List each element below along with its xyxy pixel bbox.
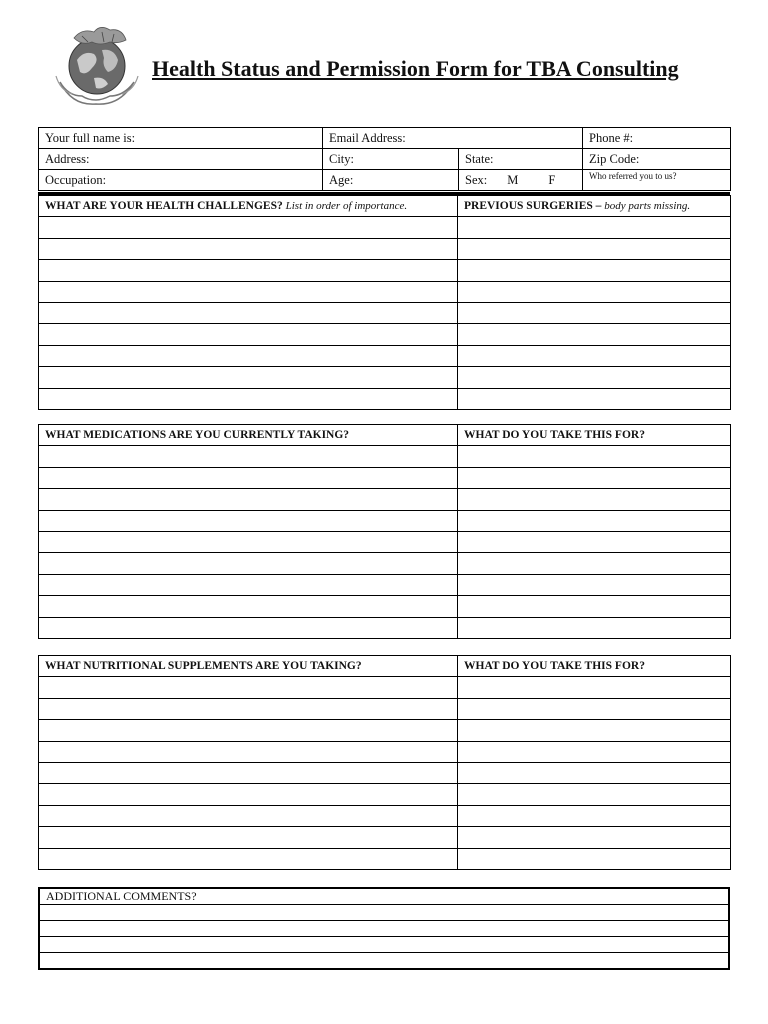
additional-comments-box (38, 887, 730, 970)
form-line[interactable] (458, 467, 731, 488)
form-line[interactable] (39, 596, 458, 617)
sex-field[interactable] (459, 170, 583, 191)
form-line[interactable] (458, 510, 731, 531)
form-line[interactable] (39, 324, 458, 345)
form-line[interactable] (458, 324, 731, 345)
form-line[interactable] (39, 367, 458, 388)
form-line[interactable] (458, 762, 731, 783)
comment-line[interactable] (40, 937, 728, 953)
form-line[interactable] (458, 489, 731, 510)
comment-line[interactable] (40, 905, 728, 921)
form-line[interactable] (39, 741, 458, 762)
previous-surgeries-heading: PREVIOUS SURGERIES – body parts missing. (458, 196, 731, 217)
form-line[interactable] (39, 531, 458, 552)
form-line[interactable] (458, 260, 731, 281)
email-field[interactable]: Email Address: (323, 128, 583, 149)
form-line[interactable] (39, 698, 458, 719)
referral-field[interactable]: Who referred you to us? (583, 170, 731, 191)
supplements-heading: WHAT NUTRITIONAL SUPPLEMENTS ARE YOU TAKING? (39, 656, 458, 677)
form-line[interactable] (39, 467, 458, 488)
form-line[interactable] (458, 741, 731, 762)
form-line[interactable] (458, 446, 731, 467)
form-line[interactable] (458, 848, 731, 869)
form-line[interactable] (39, 805, 458, 826)
form-line[interactable] (39, 762, 458, 783)
state-field[interactable]: State: (459, 149, 583, 170)
form-line[interactable] (458, 574, 731, 595)
comment-line[interactable] (40, 921, 728, 937)
form-line[interactable] (39, 345, 458, 366)
form-line[interactable] (458, 720, 731, 741)
form-line[interactable] (39, 281, 458, 302)
occupation-field[interactable]: Occupation: (39, 170, 323, 191)
health-challenges-table (38, 195, 731, 410)
form-line[interactable] (39, 848, 458, 869)
form-line[interactable] (458, 388, 731, 409)
form-line[interactable] (39, 617, 458, 638)
zip-field[interactable]: Zip Code: (583, 149, 731, 170)
form-line[interactable] (458, 345, 731, 366)
supplements-table (38, 655, 731, 870)
sex-label: Sex: (465, 172, 488, 187)
additional-comments-heading: ADDITIONAL COMMENTS? (40, 889, 728, 905)
form-line[interactable] (39, 553, 458, 574)
form-line[interactable] (39, 489, 458, 510)
form-line[interactable] (39, 574, 458, 595)
form-line[interactable] (458, 281, 731, 302)
form-line[interactable] (39, 677, 458, 698)
form-line[interactable] (458, 805, 731, 826)
sex-option-m[interactable]: M (507, 172, 519, 187)
phone-field[interactable]: Phone #: (583, 128, 731, 149)
health-challenges-heading: WHAT ARE YOUR HEALTH CHALLENGES? List in order of importance. (39, 196, 458, 217)
sex-option-f[interactable]: F (548, 172, 556, 187)
form-line[interactable] (458, 617, 731, 638)
form-line[interactable] (39, 784, 458, 805)
form-line[interactable] (458, 596, 731, 617)
comment-line[interactable] (40, 953, 728, 968)
form-line[interactable] (458, 302, 731, 323)
form-line[interactable] (39, 720, 458, 741)
form-line[interactable] (39, 260, 458, 281)
form-line[interactable] (39, 302, 458, 323)
form-line[interactable] (39, 217, 458, 238)
form-line[interactable] (458, 531, 731, 552)
globe-hands-logo (52, 20, 142, 110)
form-line[interactable] (39, 388, 458, 409)
form-line[interactable] (458, 367, 731, 388)
form-line[interactable] (458, 238, 731, 259)
medication-purpose-heading: WHAT DO YOU TAKE THIS FOR? (458, 425, 731, 446)
form-line[interactable] (458, 217, 731, 238)
form-line[interactable] (39, 510, 458, 531)
form-line[interactable] (39, 446, 458, 467)
supplement-purpose-heading: WHAT DO YOU TAKE THIS FOR? (458, 656, 731, 677)
full-name-field[interactable]: Your full name is: (39, 128, 323, 149)
address-field[interactable]: Address: (39, 149, 323, 170)
form-line[interactable] (39, 827, 458, 848)
form-title: Health Status and Permission Form for TBA Consulting (152, 56, 679, 81)
medications-heading: WHAT MEDICATIONS ARE YOU CURRENTLY TAKING? (39, 425, 458, 446)
form-line[interactable] (39, 238, 458, 259)
form-line[interactable] (458, 553, 731, 574)
form-line[interactable] (458, 784, 731, 805)
form-line[interactable] (458, 827, 731, 848)
age-field[interactable]: Age: (323, 170, 459, 191)
personal-info-table (38, 127, 731, 191)
form-line[interactable] (458, 677, 731, 698)
city-field[interactable]: City: (323, 149, 459, 170)
form-line[interactable] (458, 698, 731, 719)
medications-table (38, 424, 731, 639)
